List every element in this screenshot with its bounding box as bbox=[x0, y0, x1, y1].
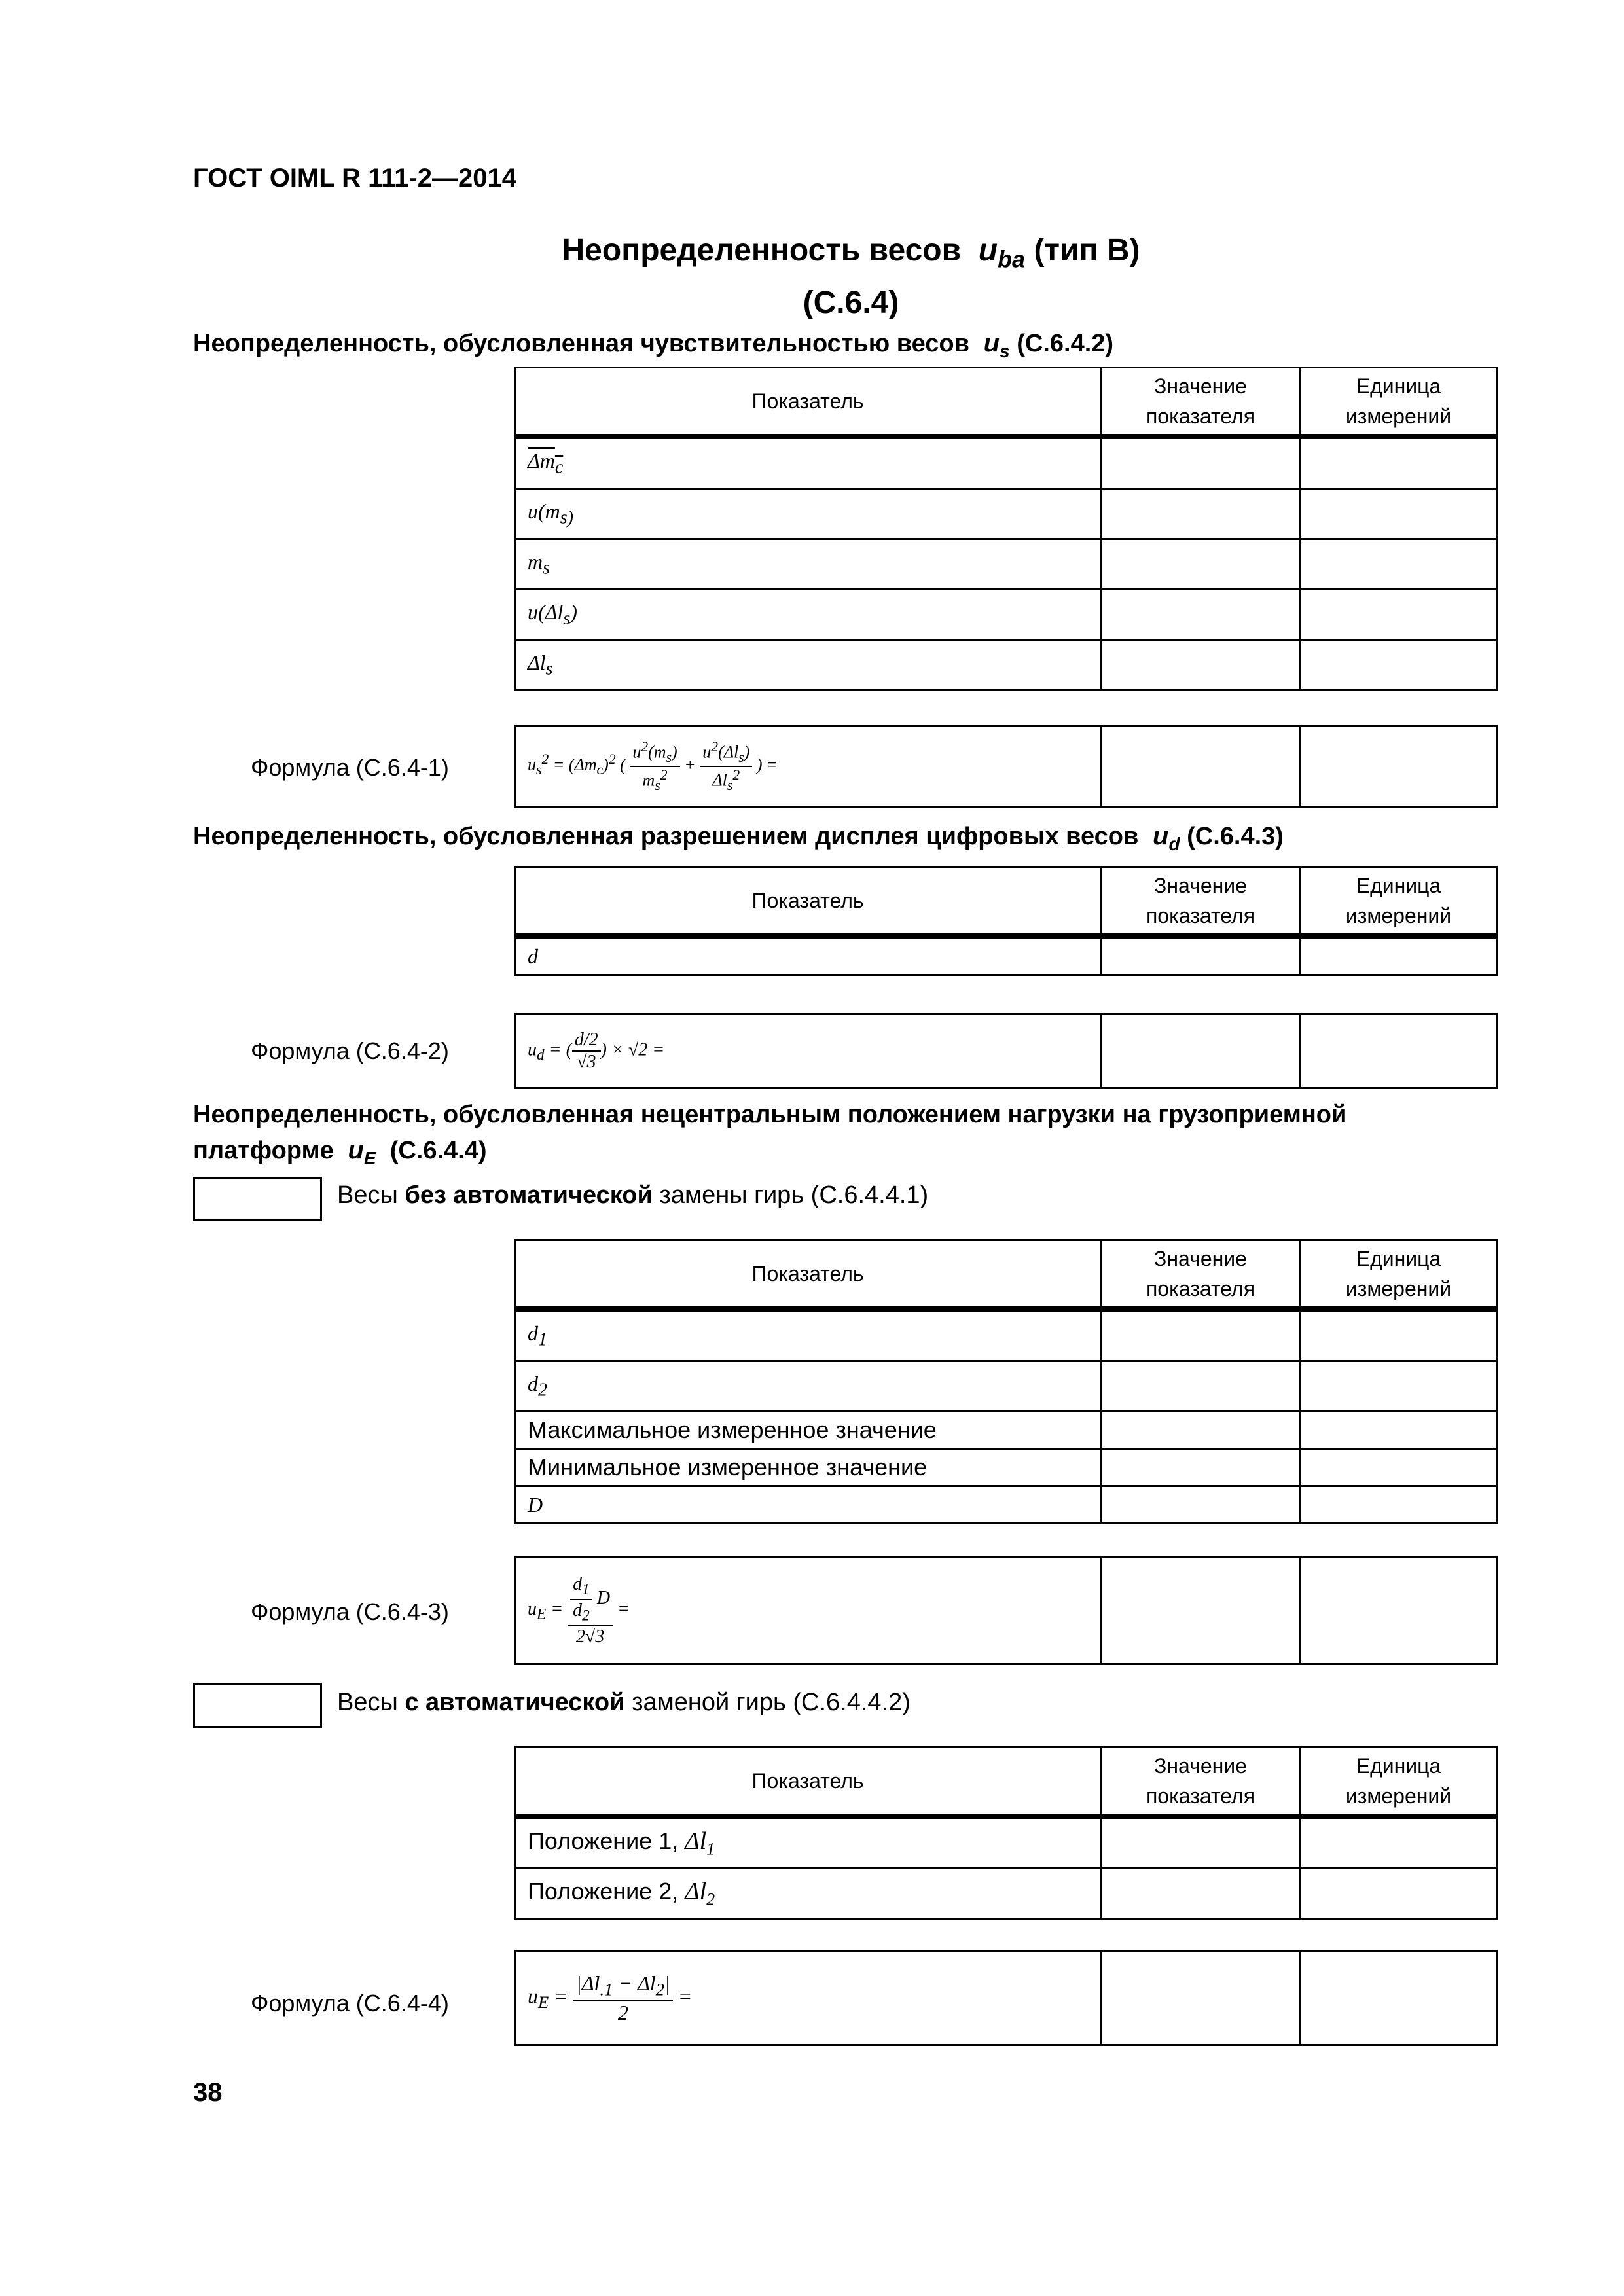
formula-unit-cell[interactable] bbox=[1301, 1952, 1497, 2045]
page-number: 38 bbox=[193, 2078, 223, 2107]
formula-unit-cell[interactable] bbox=[1301, 1014, 1497, 1088]
formula-ud: $u_d$ = ( $\frac{d/2}{√3}$ ) × √2 = bbox=[515, 1014, 1101, 1088]
formula-table-1 bbox=[514, 725, 1498, 808]
value-cell[interactable] bbox=[1101, 539, 1301, 590]
param-position-1: Положение 1, $\Delta l_1$ bbox=[515, 1816, 1101, 1869]
table-row bbox=[515, 1412, 1497, 1449]
unit-cell[interactable] bbox=[1301, 1869, 1497, 1919]
col-header-unit: Единица измерений bbox=[1301, 1748, 1497, 1817]
unit-cell[interactable] bbox=[1301, 1412, 1497, 1449]
formula-label-1: Формула (С.6.4-1) bbox=[251, 754, 449, 781]
table-row bbox=[515, 437, 1497, 489]
table-row bbox=[515, 489, 1497, 539]
param-d: d bbox=[515, 936, 1101, 975]
formula-label-3: Формула (С.6.4-3) bbox=[251, 1598, 449, 1625]
col-header-value: Значение показателя bbox=[1101, 1240, 1301, 1310]
table-row bbox=[515, 1449, 1497, 1486]
value-cell[interactable] bbox=[1101, 1816, 1301, 1869]
formula-uE-manual: $u_E$ = $\frac{d_1}{d_2}$ D 2√3 = bbox=[515, 1558, 1101, 1664]
value-cell[interactable] bbox=[1101, 489, 1301, 539]
param-min: Минимальное измеренное значение bbox=[515, 1449, 1101, 1486]
col-header-value: Значение показателя bbox=[1101, 867, 1301, 937]
checkbox-without-auto[interactable] bbox=[193, 1177, 322, 1221]
section-heading-eccentric: Неопределенность, обусловленная нецентральным положением нагрузки на грузоприемной платформе $u_E$ (С.6.4.4) bbox=[193, 1101, 1347, 1168]
page-title bbox=[0, 229, 1624, 325]
table-row bbox=[515, 640, 1497, 691]
table-row bbox=[515, 1361, 1497, 1412]
value-cell[interactable] bbox=[1101, 437, 1301, 489]
unit-cell[interactable] bbox=[1301, 1309, 1497, 1361]
formula-us: $u_s^2 = (\Delta m_c)^2$ ( $\frac{u^2(m_s)}{m_s^2}$ + $\frac{u^2(\Delta l_s)}{\Delta l_s^2}$ ) = bbox=[515, 726, 1101, 807]
formula-table-2 bbox=[514, 1013, 1498, 1089]
title-text: Неопределенность весов bbox=[562, 233, 962, 268]
param-d2: $d_2$ bbox=[515, 1361, 1101, 1412]
value-cell[interactable] bbox=[1101, 1869, 1301, 1919]
formula-value-cell[interactable] bbox=[1101, 726, 1301, 807]
table-row bbox=[515, 936, 1497, 975]
title-line-2: (С.6.4) bbox=[803, 285, 899, 320]
value-cell[interactable] bbox=[1101, 1361, 1301, 1412]
col-header-unit: Единица измерений bbox=[1301, 1240, 1497, 1310]
formula-table-3 bbox=[514, 1556, 1498, 1665]
param-delta-ls: $\Delta l_s$ bbox=[515, 640, 1101, 691]
table-row bbox=[515, 1869, 1497, 1919]
value-cell[interactable] bbox=[1101, 1486, 1301, 1524]
table-eccentric-manual bbox=[514, 1239, 1498, 1524]
formula-unit-cell[interactable] bbox=[1301, 726, 1497, 807]
formula-value-cell[interactable] bbox=[1101, 1558, 1301, 1664]
param-position-2: Положение 2, $\Delta l_2$ bbox=[515, 1869, 1101, 1919]
unit-cell[interactable] bbox=[1301, 590, 1497, 640]
table-row bbox=[515, 590, 1497, 640]
title-line-1 bbox=[0, 229, 1624, 281]
formula-unit-cell[interactable] bbox=[1301, 1558, 1497, 1664]
param-u-ms: $u(m_{s)}$ bbox=[515, 489, 1101, 539]
param-d1: $d_1$ bbox=[515, 1309, 1101, 1361]
param-delta-mc: $\Delta m_c$ bbox=[515, 437, 1101, 489]
option-with-auto-label: Весы с автоматической заменой гирь (С.6.4.4.2) bbox=[337, 1689, 911, 1716]
value-cell[interactable] bbox=[1101, 1309, 1301, 1361]
col-header-value: Значение показателя bbox=[1101, 1748, 1301, 1817]
table-row bbox=[515, 539, 1497, 590]
formula-uE-auto: $u_E$ = $\frac{|\Delta l_{.1} - \Delta l_2|}{2}$ = bbox=[515, 1952, 1101, 2045]
value-cell[interactable] bbox=[1101, 590, 1301, 640]
unit-cell[interactable] bbox=[1301, 1361, 1497, 1412]
col-header-param: Показатель bbox=[515, 867, 1101, 937]
formula-label-2: Формула (С.6.4-2) bbox=[251, 1037, 449, 1064]
table-resolution bbox=[514, 866, 1498, 976]
formula-table-4 bbox=[514, 1950, 1498, 2046]
value-cell[interactable] bbox=[1101, 1449, 1301, 1486]
value-cell[interactable] bbox=[1101, 640, 1301, 691]
param-ms: $m_s$ bbox=[515, 539, 1101, 590]
section-heading-resolution: Неопределенность, обусловленная разрешением дисплея цифровых весов $u_d$ (С.6.4.3) bbox=[193, 821, 1284, 854]
col-header-param: Показатель bbox=[515, 1748, 1101, 1817]
table-sensitivity bbox=[514, 367, 1498, 691]
section-heading-sensitivity: Неопределенность, обусловленная чувствительностью весов $u_s$ (С.6.4.2) bbox=[193, 329, 1114, 361]
formula-label-4: Формула (С.6.4-4) bbox=[251, 1990, 449, 2017]
param-u-delta-ls: $u(\Delta l_s)$ bbox=[515, 590, 1101, 640]
option-without-auto-label: Весы без автоматической замены гирь (С.6.4.4.1) bbox=[337, 1181, 929, 1209]
col-header-value: Значение показателя bbox=[1101, 368, 1301, 437]
value-cell[interactable] bbox=[1101, 936, 1301, 975]
col-header-param: Показатель bbox=[515, 1240, 1101, 1310]
param-D: D bbox=[515, 1486, 1101, 1524]
document-code: ГОСТ OIML R 111-2—2014 bbox=[193, 164, 516, 192]
unit-cell[interactable] bbox=[1301, 1449, 1497, 1486]
unit-cell[interactable] bbox=[1301, 936, 1497, 975]
title-symbol: $u_{ba}$ bbox=[978, 233, 1026, 273]
value-cell[interactable] bbox=[1101, 1412, 1301, 1449]
param-max: Максимальное измеренное значение bbox=[515, 1412, 1101, 1449]
unit-cell[interactable] bbox=[1301, 1486, 1497, 1524]
title-type: (тип В) bbox=[1034, 233, 1140, 268]
col-header-unit: Единица измерений bbox=[1301, 368, 1497, 437]
formula-value-cell[interactable] bbox=[1101, 1952, 1301, 2045]
unit-cell[interactable] bbox=[1301, 489, 1497, 539]
table-row bbox=[515, 1309, 1497, 1361]
table-row bbox=[515, 1486, 1497, 1524]
table-row bbox=[515, 1816, 1497, 1869]
unit-cell[interactable] bbox=[1301, 1816, 1497, 1869]
formula-value-cell[interactable] bbox=[1101, 1014, 1301, 1088]
checkbox-with-auto[interactable] bbox=[193, 1683, 322, 1728]
table-eccentric-auto bbox=[514, 1746, 1498, 1920]
col-header-param: Показатель bbox=[515, 368, 1101, 437]
unit-cell[interactable] bbox=[1301, 539, 1497, 590]
unit-cell[interactable] bbox=[1301, 640, 1497, 691]
col-header-unit: Единица измерений bbox=[1301, 867, 1497, 937]
unit-cell[interactable] bbox=[1301, 437, 1497, 489]
